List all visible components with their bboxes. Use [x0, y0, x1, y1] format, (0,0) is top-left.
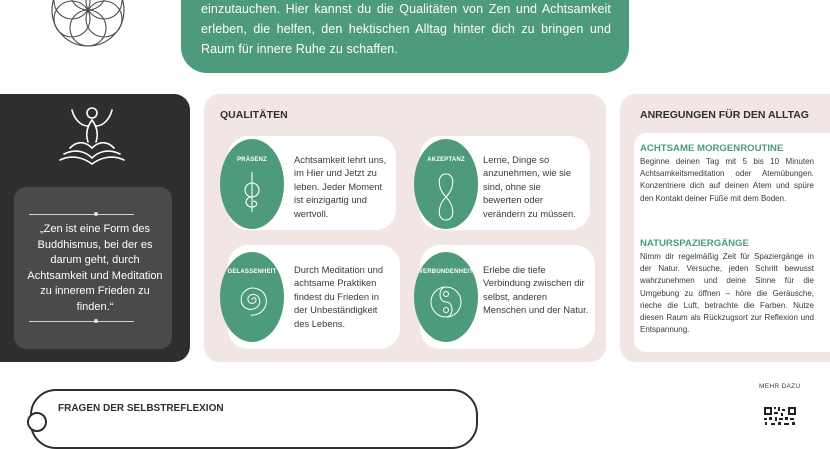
- divider-dot: [94, 212, 98, 216]
- more-info-label: MEHR DAZU: [759, 383, 801, 390]
- zen-quote: „Zen ist eine Form des Buddhismus, bei der es darum geht, durch Achtsamkeit und Meditation zu innerem Frieden zu finden.“: [27, 223, 163, 313]
- quality-label: AKZEPTANZ: [427, 157, 465, 163]
- quality-description: Erlebe die tiefe Verbindung zwischen dir selbst, anderen Menschen und der Natur.: [483, 264, 589, 316]
- quality-description: Lerne, Dinge so anzunehmen, wie sie sind, ohne sie bewerten oder verändern zu müssen.: [483, 154, 576, 219]
- intro-text: einzutauchen. Hier kannst du die Qualitäten von Zen und Achtsamkeit erleben, die helfen, den hektischen Alltag hinter dich zu bringen und Raum für innere Ruhe zu schaffen.: [201, 2, 611, 56]
- qr-code-icon[interactable]: [763, 406, 797, 426]
- quality-description: Achtsamkeit lehrt uns, im Hier und Jetzt zu leben. Jeder Moment ist einzigartig und wertvoll.: [294, 154, 387, 219]
- divider-dot: [94, 319, 98, 323]
- reflection-title: FRAGEN DER SELBSTREFLEXION: [58, 403, 224, 414]
- divider: [29, 214, 134, 215]
- tip-text: Nimm dir regelmäßig Zeit für Spaziergänge in der Natur. Versuche, jeden Schritt bewusst wahrzunehmen und deine Sinne für die Umgebung zu öffnen – höre die Geräusche, rieche die Luft, betrachte die Farben. Nutze diesen Raum als Rückzugsort zur Reflexion und Entspannung.: [640, 252, 814, 335]
- quality-label: GELASSENHEIT: [227, 269, 277, 275]
- reflection-box: [30, 389, 478, 449]
- tips-title: ANREGUNGEN FÜR DEN ALLTAG: [640, 109, 809, 121]
- tip-text: Beginne deinen Tag mit 5 bis 10 Minuten Achtsamkeitsmeditation oder Atemübungen. Konzentriere dich auf deinen Atem und spüre den Kontakt deiner Füße mit dem Boden.: [640, 157, 814, 203]
- meditation-figure-icon: [58, 104, 126, 166]
- infinity-loop-icon: [434, 168, 458, 226]
- divider: [29, 321, 134, 322]
- quality-label: VERBUNDENHEIT: [418, 269, 474, 275]
- flower-of-life-icon: [38, 0, 138, 50]
- yin-yang-icon: [428, 284, 464, 320]
- tip-heading: NATURSPAZIERGÄNGE: [640, 238, 749, 249]
- enso-spiral-icon: [238, 170, 266, 214]
- tip-heading: ACHTSAME MORGENROUTINE: [640, 143, 784, 154]
- quality-description: Durch Meditation und achtsame Praktiken findest du Frieden in der Unbeständigkeit des Lebens.: [294, 264, 384, 329]
- intro-text-box: [181, 0, 629, 73]
- qualities-title: QUALITÄTEN: [220, 109, 288, 121]
- quality-label: PRÄSENZ: [236, 157, 268, 163]
- reflection-bullet-icon: [27, 412, 47, 432]
- spiral-icon: [232, 280, 272, 320]
